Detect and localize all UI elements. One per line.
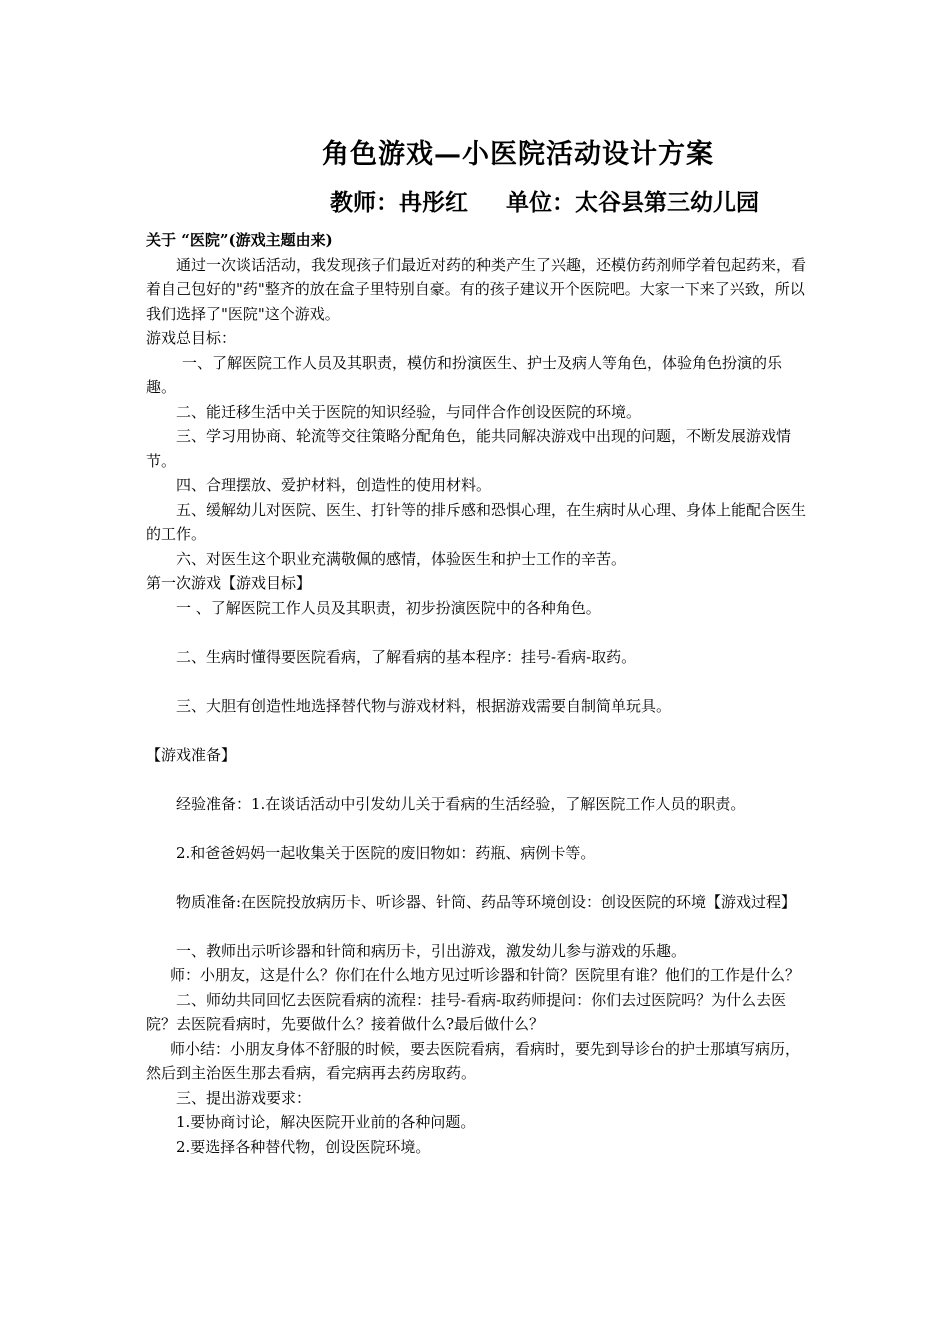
process-item: 师小结：小朋友身体不舒服的时候，要去医院看病，看病时，要先到导诊台的护士那填写病历，然后到主治医生那去看病，看完病再去药房取药。 bbox=[146, 1039, 801, 1082]
first-game-heading: 第一次游戏【游戏目标】 bbox=[146, 574, 312, 592]
prep-item: 2.和爸爸妈妈一起收集关于医院的废旧物如：药瓶、病例卡等。 bbox=[176, 843, 596, 862]
document-title: 角色游戏—小医院活动设计方案 bbox=[322, 139, 714, 170]
process-item: 2.要选择各种替代物，创设医院环境。 bbox=[176, 1137, 431, 1156]
goal-item: 六、对医生这个职业充满敬佩的感情，体验医生和护士工作的辛苦。 bbox=[176, 549, 627, 568]
author-line bbox=[330, 184, 759, 217]
process-item: 师：小朋友，这是什么？你们在什么地方见过听诊器和针筒？医院里有谁？他们的工作是什么？ bbox=[170, 966, 801, 984]
first-goal-item: 二、生病时懂得要医院看病，了解看病的基本程序：挂号-看病-取药。 bbox=[176, 647, 637, 666]
theme-paragraph: 通过一次谈话活动，我发现孩子们最近对药的种类产生了兴趣，还模仿药剂师学着包起药来，看着自己包好的"药"整齐的放在盒子里特别自豪。有的孩子建议开个医院吧。大家一下来了兴致，所以我们选择了"医院"这个游戏。 bbox=[146, 255, 807, 323]
goal-item: 四、合理摆放、爱护材料，创造性的使用材料。 bbox=[176, 476, 492, 494]
theme-heading: 关于 “医院”(游戏主题由来) bbox=[146, 231, 333, 249]
teacher-name: 教师：冉彤红 bbox=[330, 189, 468, 216]
goal-item: 三、学习用协商、轮流等交往策略分配角色，能共同解决游戏中出现的问题，不断发展游戏情节。 bbox=[146, 427, 792, 470]
process-item: 三、提出游戏要求： bbox=[176, 1088, 312, 1107]
unit-name: 单位：太谷县第三幼儿园 bbox=[506, 189, 759, 216]
process-item: 一、教师出示听诊器和针筒和病历卡，引出游戏，激发幼儿参与游戏的乐趣。 bbox=[176, 941, 687, 960]
first-goal-item: 一 、了解医院工作人员及其职责，初步扮演医院中的各种角色。 bbox=[176, 598, 601, 617]
prep-item: 经验准备：1.在谈话活动中引发幼儿关于看病的生活经验，了解医院工作人员的职责。 bbox=[176, 794, 746, 813]
document-body bbox=[146, 228, 808, 1159]
goal-item: 一、了解医院工作人员及其职责，模仿和扮演医生、护士及病人等角色，体验角色扮演的乐趣。 bbox=[146, 353, 783, 396]
goal-item: 二、能迁移生活中关于医院的知识经验，与同伴合作创设医院的环境。 bbox=[176, 402, 642, 421]
goal-item: 五、缓解幼儿对医院、医生、打针等的排斥感和恐惧心理，在生病时从心理、身体上能配合医生的工作。 bbox=[146, 500, 807, 543]
process-item: 二、师幼共同回忆去医院看病的流程：挂号-看病-取药师提问：你们去过医院吗？为什么去医院？去医院看病时，先要做什么？接着做什么?最后做什么？ bbox=[146, 990, 787, 1033]
goals-heading: 游戏总目标： bbox=[146, 329, 237, 347]
process-item: 1.要协商讨论，解决医院开业前的各种问题。 bbox=[176, 1113, 476, 1131]
first-goal-item: 三、大胆有创造性地选择替代物与游戏材料，根据游戏需要自制简单玩具。 bbox=[176, 696, 672, 715]
prep-heading: 【游戏准备】 bbox=[146, 745, 237, 764]
prep-item: 物质准备:在医院投放病历卡、听诊器、针筒、药品等环境创设：创设医院的环境【游戏过程】 bbox=[176, 892, 797, 911]
